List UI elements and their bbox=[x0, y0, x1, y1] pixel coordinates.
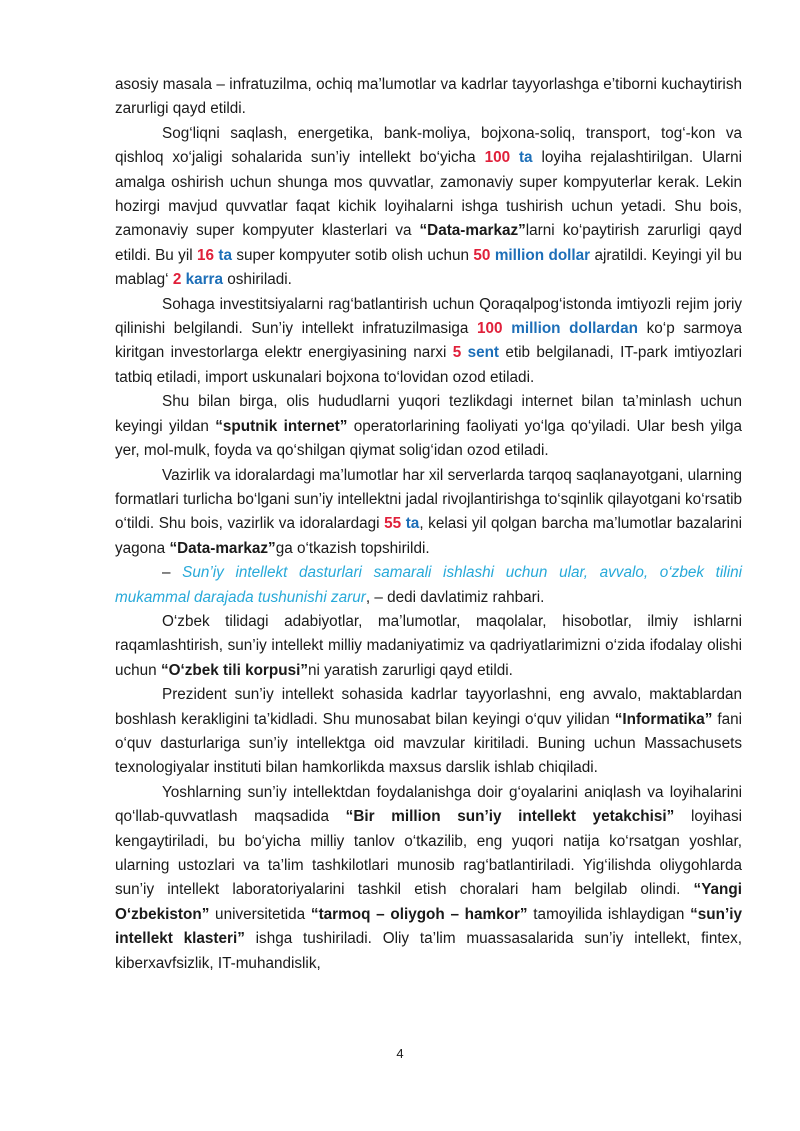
highlight-number: 16 bbox=[197, 246, 215, 264]
text: ajratildi. Keyingi yil bu mablag‘ bbox=[115, 246, 742, 289]
bold-term: “Data-markaz” bbox=[419, 222, 526, 240]
highlight-number: 100 bbox=[477, 320, 503, 338]
text: , kelasi yil qolgan barcha ma’lumotlar bazalarini yagona bbox=[115, 515, 742, 557]
text: ishga tushiriladi. Oliy ta’lim muassasalarida sun’iy intellekt, fintex, kiberxavfsizlik, IT-muhandislik, bbox=[115, 930, 742, 972]
highlight-number: 50 bbox=[473, 246, 491, 264]
text: O‘zbek tilidagi adabiyotlar, ma’lumotlar, maqolalar, hisobotlar, ilmiy ishlarni raqamlashtirish, sun’iy intellekt milliy madaniyatimiz va qadriyatlarimizni o‘zida ifodalay olishi uchun bbox=[115, 612, 742, 679]
text: ko‘p sarmoya kiritgan investorlarga elektr energiyasining narxi bbox=[115, 320, 742, 362]
text: fani o‘quv dasturlariga sun’iy intellektga oid mavzular kiritiladi. Buning uchun Massachusets texnologiyalar instituti bilan hamkorlikda maxsus darslik ishlab chiqiladi. bbox=[115, 710, 742, 777]
text: loyiha rejalashtirilgan. Ularni amalga oshirish uchun shunga mos quvvatlar, zamonaviy super kompyuterlar kerak. Lekin hozirgi mavjud quvvatlar faqat kichik loyihalarni ishga tushirish uchun yetadi. Shu bois, zamonaviy super kompyuter klasterlari va bbox=[115, 149, 742, 240]
bold-term: “sun’iy intellekt klasteri” bbox=[115, 905, 743, 948]
highlight-number: 2 bbox=[172, 271, 182, 289]
quote-dash: – bbox=[162, 564, 183, 582]
quote-text: Sun’iy intellekt dasturlari samarali ishlashi uchun ular, avvalo, o‘zbek tilini mukammal darajada tushunishi zarur bbox=[115, 564, 742, 606]
highlight-unit: karra bbox=[181, 271, 224, 289]
text: super kompyuter sotib olish uchun bbox=[232, 246, 474, 264]
text: Sohaga investitsiyalarni rag‘batlantirish uchun Qoraqalpog‘istonda imtiyozli rejim joriy qilinishi belgilandi. Sun’iy intellekt infratuzilmasiga bbox=[115, 295, 742, 338]
bold-term: “Informatika” bbox=[614, 710, 713, 728]
paragraph-3 bbox=[115, 293, 742, 391]
paragraph-2 bbox=[115, 122, 742, 293]
text: oshiriladi. bbox=[223, 271, 292, 289]
bold-term: “Bir million sun’iy intellekt yetakchisi” bbox=[345, 808, 675, 826]
paragraph-9 bbox=[115, 781, 742, 976]
bold-term: “tarmoq – oliygoh – hamkor” bbox=[310, 905, 528, 923]
bold-term: “sputnik internet” bbox=[215, 417, 348, 435]
highlight-unit: sent bbox=[461, 344, 500, 362]
text: ga o‘tkazish topshirildi. bbox=[275, 539, 430, 557]
highlight-unit: million dollar bbox=[490, 246, 591, 264]
highlight-number: 5 bbox=[452, 344, 462, 362]
text: universitetida bbox=[209, 905, 311, 923]
text: operatorlarining faoliyati yo‘lga qo‘yiladi. Ular besh yilga yer, mol-mulk, foyda va qo‘shilgan qiymat solig‘idan ozod etiladi. bbox=[115, 417, 743, 460]
text: , – dedi davlatimiz rahbari. bbox=[365, 588, 545, 606]
highlight-unit: ta bbox=[510, 149, 533, 167]
paragraph-1 bbox=[115, 73, 742, 122]
text: Yoshlarning sun’iy intellektdan foydalanishga doir g‘oyalarini aniqlash va loyihalarini qo‘llab-quvvatlash maqsadida bbox=[115, 783, 742, 826]
document-page bbox=[115, 73, 742, 976]
text: ni yaratish zarurligi qayd etildi. bbox=[307, 661, 513, 679]
bold-term: “Yangi O‘zbekiston” bbox=[115, 881, 742, 923]
text: etib belgilanadi, IT-park imtiyozlari tatbiq etiladi, import uskunalari bojxona to‘lovidan ozod etiladi. bbox=[115, 344, 742, 386]
paragraph-5 bbox=[115, 464, 742, 562]
paragraph-7 bbox=[115, 610, 742, 683]
paragraph-8 bbox=[115, 683, 742, 781]
paragraph-6-quote bbox=[115, 561, 742, 610]
bold-term: “Data-markaz” bbox=[169, 539, 276, 557]
text: asosiy masala – infratuzilma, ochiq ma’lumotlar va kadrlar tayyorlashga e’tiborni kuchaytirish zarurligi qayd etildi. bbox=[115, 76, 742, 118]
text: Shu bilan birga, olis hududlarni yuqori tezlikdagi internet bilan ta’minlash uchun keyingi yildan bbox=[115, 393, 742, 435]
highlight-number: 100 bbox=[484, 149, 511, 167]
highlight-number: 55 bbox=[384, 515, 402, 533]
page-number: 4 bbox=[396, 1046, 404, 1061]
text: larni ko‘paytirish zarurligi qayd etildi. Bu yil bbox=[115, 222, 742, 264]
highlight-unit: million dollardan bbox=[502, 320, 638, 338]
paragraph-4 bbox=[115, 390, 742, 463]
bold-term: “O‘zbek tili korpusi” bbox=[160, 661, 308, 679]
highlight-unit: ta bbox=[214, 246, 233, 264]
text: Prezident sun’iy intellekt sohasida kadrlar tayyorlashni, eng avvalo, maktablardan boshlash kerakligini ta’kidladi. Shu munosabat bilan keyingi o‘quv yilidan bbox=[115, 686, 742, 728]
text: loyihasi kengaytiriladi, bu bo‘yicha milliy tanlov o‘tkazilib, eng yuqori natija ko‘rsatgan yoshlar, ularning ustozlari va ta’lim tashkilotlari munosib rag‘batlantiriladi. Yig‘ilishda oliygohlarda sun’iy intellekt laboratoriyalarini tashkil etish choralari ham belgilab olindi. bbox=[115, 808, 742, 899]
text: tamoyilida ishlaydigan bbox=[527, 905, 691, 923]
text: Vazirlik va idoralardagi ma’lumotlar har xil serverlarda tarqoq saqlanayotgani, ularning formatlari turlicha bo‘lgani sun’iy intellektni jadal rivojlantirishga to‘sqinlik qilayotgani ko‘rsatib o‘tildi. Shu bois, vazirlik va idoralardagi bbox=[115, 466, 742, 533]
text: Sog‘liqni saqlash, energetika, bank-moliya, bojxona-soliq, transport, tog‘-kon va qishloq xo‘jaligi sohalarida sun’iy intellekt bo‘yicha bbox=[115, 124, 742, 167]
highlight-unit: ta bbox=[401, 515, 420, 533]
